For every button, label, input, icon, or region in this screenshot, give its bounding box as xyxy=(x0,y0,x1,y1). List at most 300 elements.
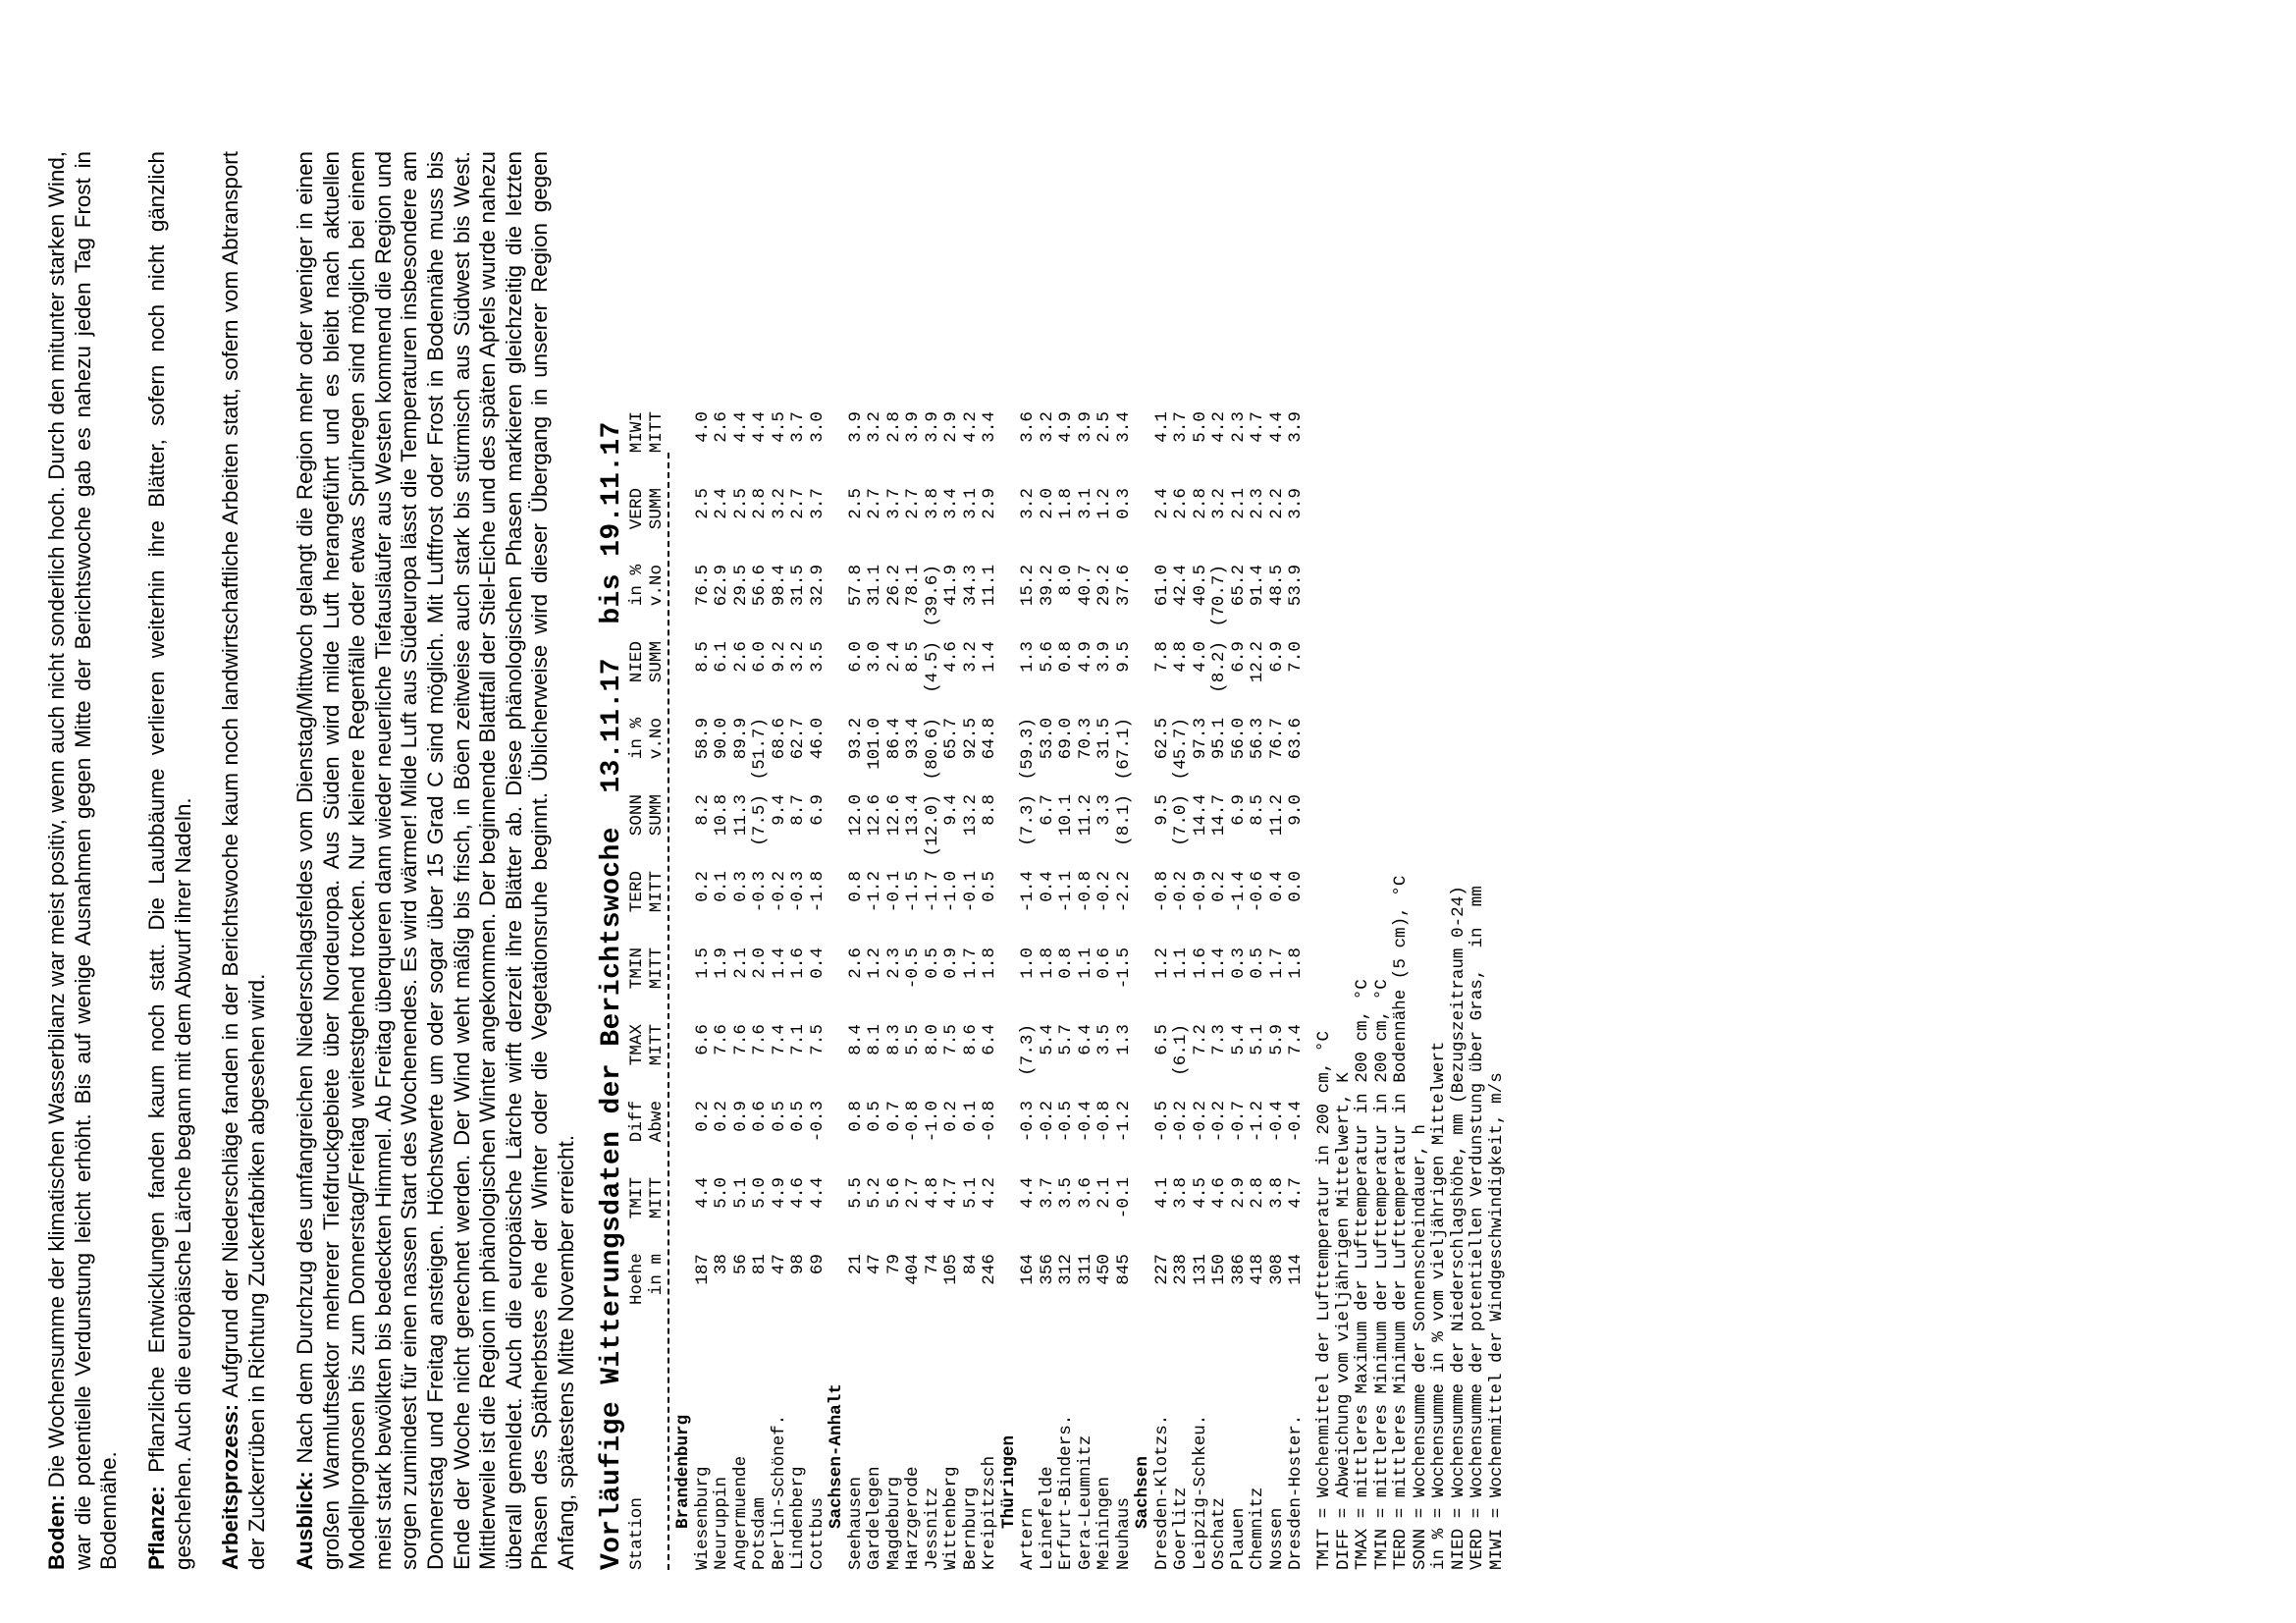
table-cell: 95.1 xyxy=(1209,718,1229,760)
table-cell: 13.2 xyxy=(960,794,981,837)
table-cell: 8.4 xyxy=(845,1024,866,1055)
table-cell: 1.5 xyxy=(692,947,713,979)
table-cell: 2.6 xyxy=(730,641,751,673)
table-cell: 6.9 xyxy=(1228,641,1249,673)
column-header: TMIT xyxy=(627,1177,647,1219)
table-cell: 91.4 xyxy=(1248,565,1267,607)
station-name: Wittenberg xyxy=(941,1466,961,1570)
table-cell: 3.7 xyxy=(1037,1177,1057,1209)
table-cell: 2.7 xyxy=(903,1177,923,1209)
table-cell: (8.2) xyxy=(1209,641,1229,693)
table-cell: 1.1 xyxy=(1171,947,1191,979)
table-cell: 9.5 xyxy=(1151,794,1172,826)
table-cell: 10.8 xyxy=(712,794,731,837)
table-cell: -1.2 xyxy=(1113,1101,1134,1143)
table-cell: -0.8 xyxy=(1095,1101,1114,1143)
paragraph-text: Nach dem Durchzug des umfangreichen Niederschlagsfeldes vom Dienstag/Mittwoch gelangt die Region mehr oder weniger in einen großen Warmluftsektor mehrerer Tiefdruckgebiete über Nordeuropa. Aus Süden wird milde Luft herangeführt und es bleibt nach aktuellen Modellprognosen bis zum Donnerstag/Freitag weitestgehend trocken. Nur kleinere Regenfälle oder etwas Sprühregen sind möglich bei einem meist stark bewölkten bis bedeckten Himmel. Ab Freitag überqueren dann wieder neuerliche Tiefausläufer aus Westen kommend die Region und sorgen zumindest für einen nassen Start des Wochenendes. Es wird wärmer! Milde Luft aus Südeuropa lässt die Temperaturen insbesondere am Donnerstag und Freitag ansteigen. Höchstwerte um oder sogar über 15 Grad C sind möglich. Mit Luftfrost oder Frost in Bodennähe muss bis Ende der Woche nicht gerechnet werden. Der Wind weht mäßig bis frisch, in Böen zeitweise auch stark bis stürmisch aus Südwest bis West. Mittlerweile ist die Region im phänologischen Winter angekommen. Der beginnende Blattfall der Stiel-Eiche und des späten Apfels wurde nahezu überall gemeldet. Auch die europäische Lärche wirft derzeit ihre Blätter ab. Diese phänologischen Phasen markieren gleichzeitig die letzten Phasen des Spätherbstes ehe der Winter oder die Vegetationsruhe beginnt. Üblicherweise wird dieser Übergang in unserer Region gegen Anfang, spätestens Mitte November erreicht. xyxy=(293,151,578,1570)
column-header: v.No xyxy=(646,565,667,607)
table-cell: 5.4 xyxy=(1228,1024,1249,1055)
table-cell: (7.5) xyxy=(750,794,770,846)
table-cell: 1.2 xyxy=(865,947,884,979)
table-cell: 3.3 xyxy=(1095,794,1114,826)
table-cell: 8.5 xyxy=(692,641,713,673)
station-name: Plauen xyxy=(1228,1507,1249,1570)
table-cell: 3.7 xyxy=(807,488,828,519)
table-cell: 4.8 xyxy=(922,1177,942,1209)
table-cell: 1.9 xyxy=(712,947,731,979)
table-cell: 42.4 xyxy=(1171,565,1191,607)
table-cell: 2.9 xyxy=(941,411,961,443)
table-cell: 0.3 xyxy=(1113,488,1134,519)
table-cell: 0.9 xyxy=(730,1101,751,1132)
table-cell: 246 xyxy=(980,1254,999,1285)
table-body xyxy=(674,411,1307,1570)
table-cell: -1.5 xyxy=(1113,947,1134,990)
station-name: Kreipitzsch xyxy=(980,1455,999,1570)
table-cell: (80.6) xyxy=(922,718,942,781)
table-cell: -0.3 xyxy=(1018,1101,1038,1143)
table-cell: 47 xyxy=(769,1254,789,1275)
table-cell: 0.3 xyxy=(730,871,751,902)
table-cell: 68.6 xyxy=(769,718,789,760)
table-cell: 4.1 xyxy=(1151,411,1172,443)
table-cell: 4.4 xyxy=(730,411,751,443)
table-cell: 4.1 xyxy=(1151,1177,1172,1209)
table-cell: 1.2 xyxy=(1151,947,1172,979)
table-row xyxy=(1039,411,1058,1570)
table-row xyxy=(751,411,771,1570)
table-cell: 3.5 xyxy=(807,641,828,673)
table-cell: 0.2 xyxy=(692,871,713,902)
station-name: Jessnitz xyxy=(922,1487,942,1570)
table-cell: 3.4 xyxy=(980,411,999,443)
table-cell: 7.6 xyxy=(730,1024,751,1055)
table-cell: 10.1 xyxy=(1056,794,1076,837)
table-cell: 8.5 xyxy=(1248,794,1267,826)
table-cell: 2.4 xyxy=(712,488,731,519)
table-cell: 40.7 xyxy=(1075,565,1095,607)
station-name: Berlin-Schönef. xyxy=(769,1414,789,1570)
table-cell: 356 xyxy=(1037,1254,1057,1285)
table-cell: 1.3 xyxy=(1018,641,1038,673)
table-cell: 56.0 xyxy=(1228,718,1249,760)
table-cell: 1.6 xyxy=(788,947,808,979)
table-cell: -1.4 xyxy=(1018,871,1038,913)
legend-entry: MIWI = Wochenmittel der Windgeschwindigkeit, m/s xyxy=(1486,1072,1507,1570)
table-cell: 4.2 xyxy=(980,1177,999,1209)
table-cell: 4.6 xyxy=(788,1177,808,1209)
table-cell: 418 xyxy=(1248,1254,1267,1285)
table-row xyxy=(924,411,943,1570)
table-cell: 5.1 xyxy=(730,1177,751,1209)
table-cell: 1.4 xyxy=(980,641,999,673)
table-cell: 105 xyxy=(941,1254,961,1285)
table-cell: 3.8 xyxy=(1171,1177,1191,1209)
table-cell: 8.0 xyxy=(922,1024,942,1055)
table-cell: 5.0 xyxy=(750,1177,770,1209)
table-cell: 5.0 xyxy=(1190,411,1210,443)
table-cell: 69 xyxy=(807,1254,828,1275)
table-cell: 56.3 xyxy=(1248,718,1267,760)
table-cell: 1.8 xyxy=(980,947,999,979)
table-cell: 4.4 xyxy=(692,1177,713,1209)
table-title: Vorläufige Witterungsdaten der Berichtswoche 13.11.17 bis 19.11.17 xyxy=(597,421,627,1570)
table-cell: 386 xyxy=(1228,1254,1249,1285)
table-cell: -0.1 xyxy=(883,871,904,913)
table-row xyxy=(1230,411,1250,1570)
table-cell: 3.5 xyxy=(1056,1177,1076,1209)
table-cell: 6.9 xyxy=(1228,794,1249,826)
table-cell: 187 xyxy=(692,1254,713,1285)
station-name: Leinefelde xyxy=(1037,1466,1057,1570)
station-name: Erfurt-Binders. xyxy=(1056,1414,1076,1570)
table-cell: 11.2 xyxy=(1075,794,1095,837)
table-cell: 101.0 xyxy=(865,718,884,770)
table-cell: 53.0 xyxy=(1037,718,1057,760)
table-cell: (51.7) xyxy=(750,718,770,781)
table-cell: 2.8 xyxy=(1248,1177,1267,1209)
table-cell: 5.6 xyxy=(1037,641,1057,673)
table-cell: 1.4 xyxy=(1209,947,1229,979)
table-cell: 2.8 xyxy=(883,411,904,443)
table-cell: 2.7 xyxy=(865,488,884,519)
table-cell: 2.4 xyxy=(883,641,904,673)
paragraph-label: Arbeitsprozess: xyxy=(218,1403,242,1570)
table-cell: 311 xyxy=(1075,1254,1095,1285)
table-cell: 7.4 xyxy=(1286,1024,1306,1055)
table-cell: -0.2 xyxy=(1095,871,1114,913)
table-cell: 6.5 xyxy=(1151,1024,1172,1055)
table-cell: 312 xyxy=(1056,1254,1076,1285)
table-cell: 32.9 xyxy=(807,565,828,607)
table-cell: 98.4 xyxy=(769,565,789,607)
table-cell: 2.8 xyxy=(750,488,770,519)
table-cell: 3.6 xyxy=(1018,411,1038,443)
table-cell: 4.4 xyxy=(750,411,770,443)
table-row xyxy=(732,411,752,1570)
paragraph-text: Die Wochensumme der klimatischen Wasserbilanz war meist positiv, wenn auch nicht sonderlich hoch. Durch den mitunter starken Wind, war die potentielle Verdunstung leicht erhöht. Bis auf wenige Ausnahmen gegen Mitte der Berichtswoche gab es nahezu jeden Tag Frost in Bodennähe. xyxy=(44,151,122,1570)
table-cell: -0.5 xyxy=(1151,1101,1172,1143)
table-cell: 8.5 xyxy=(903,641,923,673)
table-cell: 3.9 xyxy=(845,411,866,443)
table-row xyxy=(942,411,962,1570)
legend-entry: TMIT = Wochenmittel der Lufttemperatur in 200 cm, °C xyxy=(1314,1030,1334,1570)
table-cell: 70.3 xyxy=(1075,718,1095,760)
table-row xyxy=(962,411,982,1570)
table-cell: 5.1 xyxy=(1248,1024,1267,1055)
table-cell: 3.5 xyxy=(1095,1024,1114,1055)
table-cell: 4.7 xyxy=(1286,1177,1306,1209)
table-cell: 86.4 xyxy=(883,718,904,760)
table-cell: 7.8 xyxy=(1151,641,1172,673)
table-cell: 8.3 xyxy=(883,1024,904,1055)
table-cell: 2.6 xyxy=(1171,488,1191,519)
table-cell: 2.6 xyxy=(845,947,866,979)
table-cell: 81 xyxy=(750,1254,770,1275)
table-cell: 29.2 xyxy=(1095,565,1114,607)
table-cell: -1.2 xyxy=(865,871,884,913)
table-cell: 15.2 xyxy=(1018,565,1038,607)
table-cell: 3.9 xyxy=(1286,488,1306,519)
table-cell: -0.2 xyxy=(1037,1101,1057,1143)
table-cell: 3.9 xyxy=(1075,411,1095,443)
station-name: Meiningen xyxy=(1095,1476,1114,1570)
table-cell: 0.5 xyxy=(788,1101,808,1132)
table-cell: 6.0 xyxy=(750,641,770,673)
table-cell: 0.5 xyxy=(980,871,999,902)
table-cell: 0.1 xyxy=(960,1101,981,1132)
column-header: Station xyxy=(627,1497,647,1570)
table-cell: 5.5 xyxy=(903,1024,923,1055)
table-cell: 3.9 xyxy=(903,411,923,443)
table-cell: 3.2 xyxy=(1037,411,1057,443)
table-cell: 2.4 xyxy=(1151,488,1172,519)
table-cell: 48.5 xyxy=(1266,565,1287,607)
table-cell: 0.7 xyxy=(883,1101,904,1132)
station-name: Leipzig-Schkeu. xyxy=(1190,1414,1210,1570)
table-cell: 4.5 xyxy=(769,411,789,443)
table-cell: (67.1) xyxy=(1113,718,1134,781)
table-cell: 7.4 xyxy=(769,1024,789,1055)
table-cell: 3.2 xyxy=(960,641,981,673)
table-cell: 2.1 xyxy=(1095,1177,1114,1209)
column-header: MITT xyxy=(646,871,667,913)
table-row xyxy=(981,411,1000,1570)
table-cell: 3.7 xyxy=(788,411,808,443)
table-cell: 0.5 xyxy=(1248,947,1267,979)
table-cell: 62.7 xyxy=(788,718,808,760)
table-cell: 63.6 xyxy=(1286,718,1306,760)
table-cell: 62.9 xyxy=(712,565,731,607)
table-cell: 4.8 xyxy=(1171,641,1191,673)
table-cell: 3.2 xyxy=(788,641,808,673)
paragraph-arbeitsprozess xyxy=(218,151,270,1570)
table-cell: 5.6 xyxy=(883,1177,904,1209)
station-name: Angermuende xyxy=(730,1455,751,1570)
table-cell: 3.2 xyxy=(769,488,789,519)
table-group-heading xyxy=(1000,411,1020,1570)
table-cell: 11.1 xyxy=(980,565,999,607)
table-cell: -0.2 xyxy=(1171,871,1191,913)
station-name: Oschatz xyxy=(1209,1497,1229,1570)
table-cell: 0.0 xyxy=(1286,871,1306,902)
table-cell: -0.2 xyxy=(769,871,789,913)
column-header: MITT xyxy=(646,1177,667,1219)
table-cell: 8.8 xyxy=(980,794,999,826)
table-cell: (59.3) xyxy=(1018,718,1038,781)
table-cell: 4.6 xyxy=(941,641,961,673)
paragraph-label: Ausblick: xyxy=(293,1471,317,1570)
table-cell: 4.7 xyxy=(1248,411,1267,443)
table-cell: 47 xyxy=(865,1254,884,1275)
table-cell: 0.3 xyxy=(1228,947,1249,979)
table-cell: 8.2 xyxy=(692,794,713,826)
legend xyxy=(1315,876,1507,1570)
table-cell: 6.4 xyxy=(1075,1024,1095,1055)
table-row xyxy=(1287,411,1307,1570)
table-cell: -0.1 xyxy=(960,871,981,913)
table-cell: 0.8 xyxy=(845,1101,866,1132)
column-header: MIWI xyxy=(627,411,647,454)
table-cell: 58.9 xyxy=(692,718,713,760)
table-cell: (4.5) xyxy=(922,641,942,693)
table-cell: 3.8 xyxy=(1266,1177,1287,1209)
table-cell: 9.4 xyxy=(941,794,961,826)
table-group-heading xyxy=(674,411,694,1570)
table-cell: (39.6) xyxy=(922,565,942,627)
table-cell: 2.5 xyxy=(730,488,751,519)
table-cell: 0.2 xyxy=(941,1101,961,1132)
table-cell: 3.4 xyxy=(941,488,961,519)
table-cell: 31.5 xyxy=(788,565,808,607)
station-name: Dresden-Hoster. xyxy=(1286,1414,1306,1570)
table-cell: 0.5 xyxy=(769,1101,789,1132)
table-cell: 8.6 xyxy=(960,1024,981,1055)
table-cell: 14.4 xyxy=(1190,794,1210,837)
table-cell: 4.2 xyxy=(1209,411,1229,443)
table-cell: 6.9 xyxy=(1266,641,1287,673)
column-header: MITT xyxy=(646,947,667,990)
table-cell: 3.9 xyxy=(922,411,942,443)
table-cell: 0.4 xyxy=(1266,871,1287,902)
table-cell: -1.1 xyxy=(1056,871,1076,913)
table-row xyxy=(1268,411,1288,1570)
table-cell: 12.2 xyxy=(1248,641,1267,683)
legend-entry: SONN = Wochensumme der Sonnenscheindauer, h xyxy=(1410,1124,1430,1570)
table-cell: -0.6 xyxy=(1248,871,1267,913)
column-header: TMAX xyxy=(627,1024,647,1066)
table-cell: 8.0 xyxy=(1056,565,1076,596)
column-header: Hoehe xyxy=(627,1253,647,1305)
table-cell: -0.5 xyxy=(903,947,923,990)
table-cell: 6.0 xyxy=(845,641,866,673)
table-cell: 1.3 xyxy=(1113,1024,1134,1055)
table-header-row xyxy=(648,411,667,1570)
table-cell: 0.4 xyxy=(1037,871,1057,902)
table-cell: -0.3 xyxy=(750,871,770,913)
column-header: Diff xyxy=(627,1101,647,1143)
station-name: Wiesenburg xyxy=(692,1466,713,1570)
table-cell: 93.4 xyxy=(903,718,923,760)
table-cell: -1.8 xyxy=(807,871,828,913)
table-cell: -1.7 xyxy=(922,871,942,913)
table-cell: 0.1 xyxy=(712,871,731,902)
table-cell: 0.8 xyxy=(1056,641,1076,673)
table-cell: 61.0 xyxy=(1151,565,1172,607)
station-name: Dresden-Klotzs. xyxy=(1151,1414,1172,1570)
station-name: Harzgerode xyxy=(903,1466,923,1570)
table-cell: 1.8 xyxy=(1037,947,1057,979)
table-cell: (7.3) xyxy=(1018,1024,1038,1076)
table-cell: (8.1) xyxy=(1113,794,1134,846)
table-cell: 1.6 xyxy=(1190,947,1210,979)
table-cell: 4.5 xyxy=(1190,1177,1210,1209)
table-cell: 1.7 xyxy=(960,947,981,979)
table-cell: 0.8 xyxy=(845,871,866,902)
column-header: Abwe xyxy=(646,1101,667,1143)
table-cell: (12.0) xyxy=(922,794,942,857)
table-cell: 7.2 xyxy=(1190,1024,1210,1055)
table-cell: 1.8 xyxy=(1056,488,1076,519)
station-name: Seehausen xyxy=(845,1476,866,1570)
table-cell: -0.5 xyxy=(1056,1101,1076,1143)
table-cell: 404 xyxy=(903,1254,923,1285)
table-cell: 2.3 xyxy=(1228,411,1249,443)
legend-entry: TMIN = mittleres Minimum der Lufttemperatur in 200 cm, °C xyxy=(1371,979,1392,1570)
table-cell: 9.2 xyxy=(769,641,789,673)
table-cell: 31.1 xyxy=(865,565,884,607)
table-cell: 98 xyxy=(788,1254,808,1275)
table-cell: 0.2 xyxy=(692,1101,713,1132)
column-header: v.No xyxy=(646,718,667,760)
group-name: Sachsen xyxy=(1133,1456,1152,1529)
table-row xyxy=(771,411,790,1570)
table-row xyxy=(904,411,924,1570)
table-cell: 0.8 xyxy=(1056,947,1076,979)
group-name: Sachsen-Anhalt xyxy=(827,1383,846,1529)
station-name: Chemnitz xyxy=(1248,1487,1267,1570)
table-cell: 845 xyxy=(1113,1254,1134,1285)
table-cell: 4.6 xyxy=(1209,1177,1229,1209)
paragraph-text: Pflanzliche Entwicklungen fanden kaum noch statt. Die Laubbäume verlieren weiterhin ihre Blätter, sofern noch nicht gänzlich geschehen. Auch die europäische Lärche begann mit dem Abwurf ihrer Nadeln. xyxy=(144,151,195,1570)
table-cell: 2.2 xyxy=(1266,488,1287,519)
table-cell: 41.9 xyxy=(941,565,961,607)
table-cell: -0.1 xyxy=(1113,1177,1134,1219)
table-cell: 3.2 xyxy=(1018,488,1038,519)
table-cell: -0.2 xyxy=(1171,1101,1191,1143)
table-cell: -1.4 xyxy=(1228,871,1249,913)
table-row xyxy=(885,411,905,1570)
table-cell: 46.0 xyxy=(807,718,828,760)
column-header: TERD xyxy=(627,871,647,913)
column-header: MITT xyxy=(646,1024,667,1066)
table-row xyxy=(1210,411,1230,1570)
table-cell: 6.4 xyxy=(980,1024,999,1055)
table-cell: 12.6 xyxy=(865,794,884,837)
column-header: in m xyxy=(646,1254,667,1296)
table-row xyxy=(1249,411,1268,1570)
table-cell: 4.4 xyxy=(1266,411,1287,443)
table-cell: 79 xyxy=(883,1254,904,1275)
table-cell: 131 xyxy=(1190,1254,1210,1285)
table-cell: 6.9 xyxy=(807,794,828,826)
table-cell: 0.5 xyxy=(922,947,942,979)
table-cell: 2.0 xyxy=(1037,488,1057,519)
table-cell: 0.5 xyxy=(865,1101,884,1132)
station-name: Nossen xyxy=(1266,1507,1287,1570)
table-cell: 5.7 xyxy=(1056,1024,1076,1055)
table-row xyxy=(713,411,732,1570)
table-cell: 78.1 xyxy=(903,565,923,607)
column-header: VERD xyxy=(627,488,647,530)
table-cell: 2.7 xyxy=(903,488,923,519)
table-cell: 0.6 xyxy=(1095,947,1114,979)
table-row xyxy=(789,411,809,1570)
table-cell: 1.1 xyxy=(1075,947,1095,979)
table-cell: -0.9 xyxy=(1190,871,1210,913)
table-cell: 38 xyxy=(712,1254,731,1275)
table-cell: 2.3 xyxy=(883,947,904,979)
table-cell: 4.0 xyxy=(692,411,713,443)
table-cell: 2.3 xyxy=(1248,488,1267,519)
table-cell: 4.2 xyxy=(960,411,981,443)
table-cell: 3.1 xyxy=(1075,488,1095,519)
table-cell: 450 xyxy=(1095,1254,1114,1285)
table-cell: 2.7 xyxy=(788,488,808,519)
table-row xyxy=(1172,411,1192,1570)
paragraph-ausblick xyxy=(293,151,580,1570)
table-cell: 1.7 xyxy=(1266,947,1287,979)
